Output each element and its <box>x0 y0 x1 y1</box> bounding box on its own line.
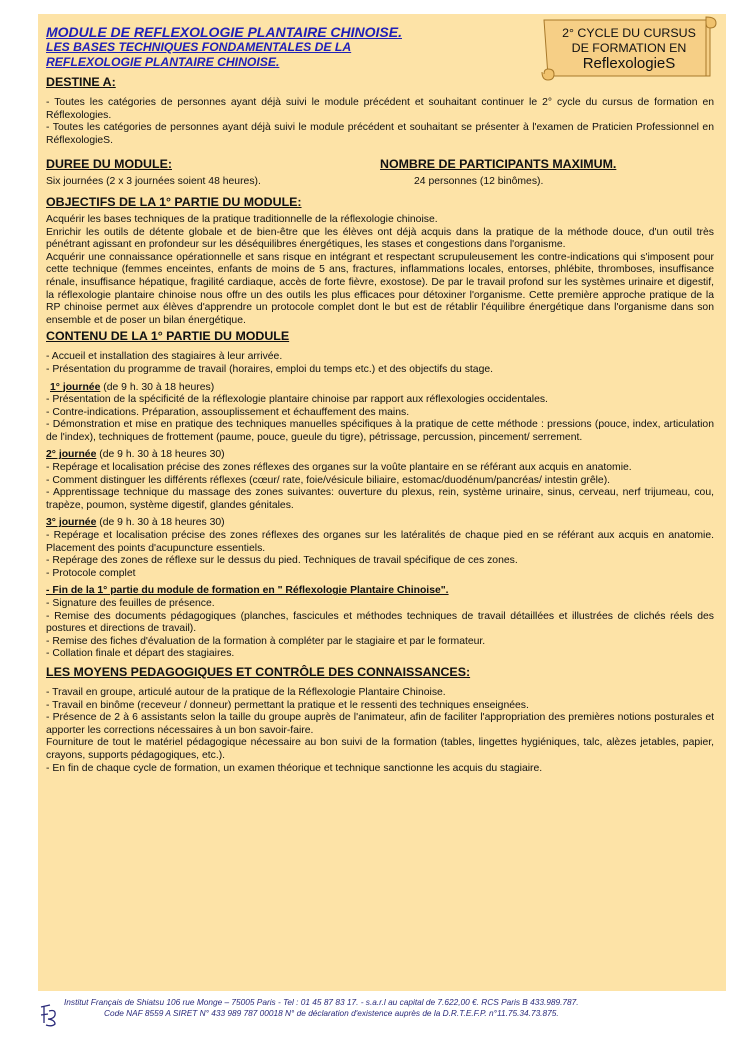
duree-heading: DUREE DU MODULE: <box>46 157 172 172</box>
day2-item: - Repérage et localisation précise des zones réflexes des organes sur la voûte plantaire en se référant aux acquis en anatomie. <box>46 462 632 474</box>
objectifs-paragraph-2: Enrichir les outils de détente globale et de bien-être que les élèves ont déjà acquis dans la pratique de la méthode douce, d'un outil très pénétrant agissant en profondeur sur les déséquilibres énergétiques, les stases et congestions dans l'organisme. <box>46 226 714 251</box>
footer-line-1: Institut Français de Shiatsu 106 rue Monge – 75005 Paris - Tel : 01 45 87 83 17. - s.a.r.l au capital de 7.622,00 €. RCS Paris B 433.989.787. <box>64 997 579 1007</box>
moyens-item: - Présence de 2 à 6 assistants selon la taille du groupe auprès de l'animateur, afin de faciliter l'appropriation des premières notions posturales et apporter les corrections nécessaires à un bon savoir-faire. <box>46 712 714 736</box>
contenu-intro-1: - Accueil et installation des stagiaires à leur arrivée. <box>46 351 283 363</box>
destine-paragraph-2: - Toutes les catégories de personnes ayant déjà suivi le module précédent et souhaitant se présenter à l'examen de Praticien Professionnel en RéflexologieS. <box>46 122 714 146</box>
scroll-line-1: 2° CYCLE DU CURSUS <box>562 26 696 40</box>
module-subtitle-line1: LES BASES TECHNIQUES FONDAMENTALES DE LA <box>46 40 352 54</box>
day3-item: - Repérage et localisation précise des zones réflexes des organes sur les latéralités de chaque pied en se référant aux acquis en anatomie. Placement des points d'acupuncture essentiels. <box>46 530 714 554</box>
day3-item: - Repérage des zones de réflexe sur le dessus du pied. Techniques de travail spécifique de ces zones. <box>46 555 518 567</box>
day1-item: - Contre-indications. Préparation, assouplissement et échauffement des mains. <box>46 406 410 418</box>
objectifs-heading: OBJECTIFS DE LA 1° PARTIE DU MODULE: <box>46 194 302 209</box>
scroll-text <box>540 26 718 71</box>
participants-value: 24 personnes (12 binômes). <box>414 176 544 188</box>
day3-header <box>46 517 714 530</box>
moyens-item: - Travail en binôme (receveur / donneur) permettant la pratique et le ressenti des techniques enseignées. <box>46 699 529 711</box>
document-page <box>38 14 726 991</box>
institute-logo-icon <box>38 1003 60 1027</box>
day3-label: 3° journée <box>46 517 97 529</box>
day3-item: - Protocole complet <box>46 567 136 579</box>
duree-value: Six journées (2 x 3 journées soient 48 heures). <box>46 176 261 188</box>
contenu-intro-2: - Présentation du programme de travail (horaires, emploi du temps etc.) et des objectifs du stage. <box>46 363 494 375</box>
day2-header <box>46 449 714 462</box>
contenu-heading: CONTENU DE LA 1° PARTIE DU MODULE <box>46 329 290 344</box>
fin-item: - Remise des fiches d'évaluation de la formation à compléter par le stagiaire et par le formateur. <box>46 635 486 647</box>
moyens-item: - Travail en groupe, articulé autour de la pratique de la Réflexologie Plantaire Chinoise. <box>46 686 446 698</box>
fin-item: - Signature des feuilles de présence. <box>46 598 215 609</box>
day1-header <box>46 382 714 395</box>
day3-time: (de 9 h. 30 à 18 heures 30) <box>96 517 225 529</box>
objectifs-paragraph-3: Acquérir une connaissance opérationnelle et sans risque en intégrant et respectant scrupuleusement les contre-indications qui s'imposent pour cette technique (femmes enceintes, enfants de moins de 5 ans, fractures, inflammations locales, entorses, phlébite, thromboses, insuffisance rénale, insuffisance hépatique, fragilité cardiaque, accès de forte fièvre, exostose). De par le travail profond sur les systèmes urinaire et digestif, la réflexologie plantaire chinoise nous offre un des outils les plus efficaces pour détoxiner l'organisme. Cette première approche pratique de la RP chinoise permet aux élèves d'apprendre un protocole complet dont le but est de rétablir l'équilibre énergétique dans l'organisme dans son ensemble et de poser un bilan énergétique. <box>46 251 714 326</box>
destine-paragraph-1: - Toutes les catégories de personnes ayant déjà suivi le module précédent et souhaitant continuer le 2° cycle du cursus de formation en Réflexologies. <box>46 97 714 121</box>
module-title: MODULE DE REFLEXOLOGIE PLANTAIRE CHINOISE. <box>46 24 402 40</box>
footer <box>64 997 724 1019</box>
day2-label: 2° journée <box>46 449 97 461</box>
day2-item: - Comment distinguer les différents réflexes (cœur/ rate, foie/vésicule biliaire, estomac/duodénum/pancréas/ intestin grêle). <box>46 474 611 486</box>
fin-item: - Remise des documents pédagogiques (planches, fascicules et méthodes techniques de travail détaillées et illustrées de clichés réels des postures et directions de travail). <box>46 610 714 635</box>
objectifs-paragraph-1: Acquérir les bases techniques de la pratique traditionnelle de la réflexologie chinoise. <box>46 213 438 225</box>
day2-item: - Apprentissage technique du massage des zones suivantes: ouverture du plexus, rein, système urinaire, sinus, cerveau, nerf trijumeau, cou, trapèze, poumon, système digestif, glandes génitales. <box>46 487 714 511</box>
day1-time: (de 9 h. 30 à 18 heures) <box>100 381 215 393</box>
fin-item: - Collation finale et départ des stagiaires. <box>46 648 235 660</box>
footer-line-2: Code NAF 8559 A SIRET N° 433 989 787 00018 N° de déclaration d'existence auprès de la D.R.T.E.F.P. n°11.75.34.73.875. <box>104 1008 559 1018</box>
day1-item: - Démonstration et mise en pratique des techniques manuelles spécifiques à la pratique de cette méthode : pressions (pouce, index, articulation de l'index), techniques de frottement (paume, pouce, gueule du tigre), pétrissage, percussion, pincement/ serrement. <box>46 419 714 443</box>
destine-heading: DESTINE A: <box>46 75 116 89</box>
participants-heading: NOMBRE DE PARTICIPANTS MAXIMUM. <box>380 157 617 172</box>
moyens-item: - En fin de chaque cycle de formation, un examen théorique et technique sanctionne les acquis du stagiaire. <box>46 762 543 774</box>
module-subtitle-line2: REFLEXOLOGIE PLANTAIRE CHINOISE. <box>46 54 280 69</box>
moyens-heading: LES MOYENS PEDAGOGIQUES ET CONTRÔLE DES CONNAISSANCES: <box>46 664 471 679</box>
document-content <box>46 24 714 775</box>
scroll-line-3: ReflexologieS <box>582 55 676 72</box>
duree-section <box>46 157 714 189</box>
moyens-item: Fourniture de tout le matériel pédagogique nécessaire au bon suivi de la formation (tables, lingettes hygiéniques, talc, alèzes jetables, papier, crayons, supports pédagogiques, etc.). <box>46 737 714 761</box>
fin-module-label: - Fin de la 1° partie du module de formation en " Réflexologie Plantaire Chinoise". <box>46 585 449 597</box>
day1-item: - Présentation de la spécificité de la réflexologie plantaire chinoise par rapport aux réflexologies occidentales. <box>46 394 548 406</box>
cursus-scroll-banner <box>540 14 718 84</box>
scroll-line-2: DE FORMATION EN <box>571 41 687 55</box>
day1-label: 1° journée <box>50 381 101 393</box>
day2-time: (de 9 h. 30 à 18 heures 30) <box>96 449 225 461</box>
